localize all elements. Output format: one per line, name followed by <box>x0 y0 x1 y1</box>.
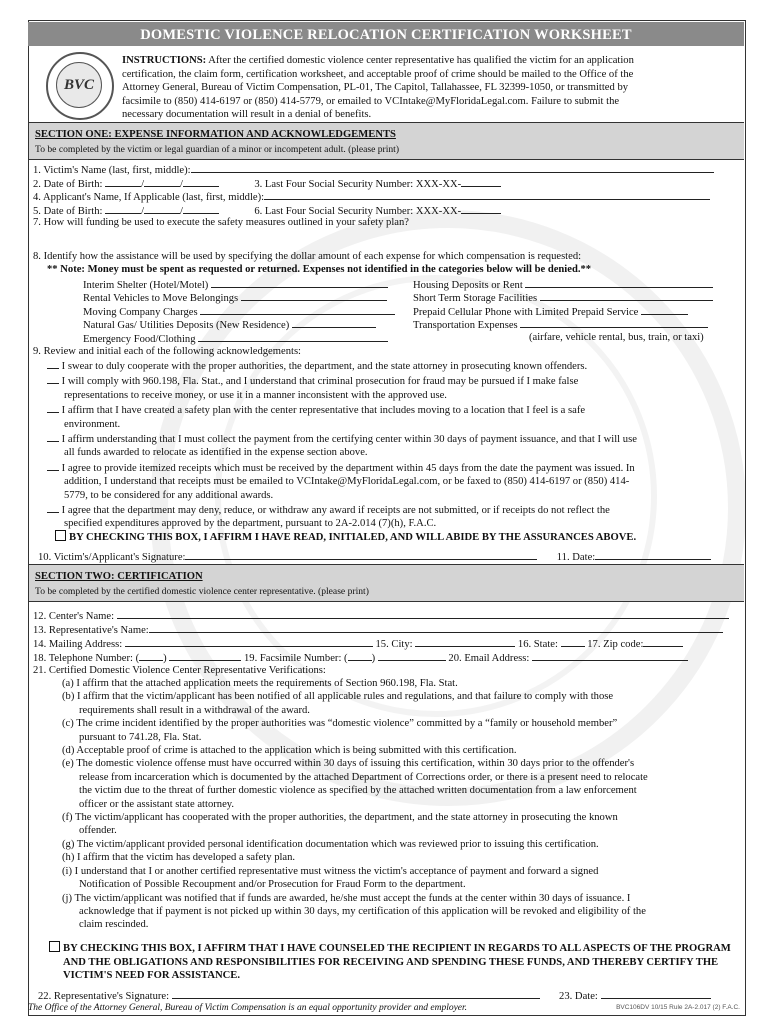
instructions-line-5: necessary documentation will result in a denial of benefits. <box>122 109 372 121</box>
victim-name-field[interactable] <box>191 162 714 173</box>
form-title: DOMESTIC VIOLENCE RELOCATION CERTIFICATION WORKSHEET <box>28 22 744 46</box>
verification-d: (d) Acceptable proof of crime is attached to the application which is being submitted with this certification. <box>62 745 517 757</box>
verification-g: (g) The victim/applicant provided personal identification documentation which was reviewed prior to issuing this certification. <box>62 838 599 850</box>
mailing-address-field[interactable] <box>125 636 373 647</box>
ack-collect-payment-initial[interactable] <box>47 431 59 442</box>
dob-label: 2. Date of Birth: <box>33 179 103 190</box>
counsel-text-3: VICTIM'S NEED FOR ASSISTANCE. <box>63 970 240 982</box>
transportation-note: (airfare, vehicle rental, bus, train, or taxi) <box>529 332 704 343</box>
cellular-field[interactable] <box>641 304 688 315</box>
ack-receipts-initial[interactable] <box>47 460 59 471</box>
dob-month-field[interactable] <box>105 176 141 187</box>
applicant-ssn-field[interactable] <box>461 203 501 214</box>
city-label: 15. City: <box>375 639 413 650</box>
victim-signature-row <box>38 549 711 564</box>
applicant-dob-ssn-row: 5. Date of Birth: / / 6. Last Four Social Security Number: XXX-XX- <box>33 203 501 218</box>
instructions-block <box>122 54 722 122</box>
expense-storage: Short Term Storage Facilities <box>413 290 713 305</box>
instructions-line-3: Attorney General, Bureau of Victim Compensation, PL-01, The Capitol, Tallahassee, FL 32399-1050, or transmitted by <box>122 82 629 94</box>
representative-name-field[interactable] <box>149 622 723 633</box>
applicant-name-field[interactable] <box>264 189 710 200</box>
dob-year-field[interactable] <box>183 176 219 187</box>
equal-opportunity-statement: The Office of the Attorney General, Bureau of Victim Compensation is an equal opportunity provider and employer. <box>28 1003 468 1013</box>
affirm-row <box>55 530 636 544</box>
expense-food-clothing: Emergency Food/Clothing <box>83 331 388 346</box>
applicant-name-row <box>33 189 710 204</box>
telephone-label: 18. Telephone Number: ( <box>33 653 140 664</box>
seal-monogram: BVC <box>56 62 102 108</box>
section-two-heading: SECTION TWO: CERTIFICATION <box>35 571 203 582</box>
victim-date-field[interactable] <box>595 549 711 560</box>
fax-area-field[interactable] <box>348 650 372 661</box>
instructions-line-2: certification, the claim form, certification worksheet, and acceptable proof of crime should be mailed to the Office of the <box>122 68 634 80</box>
center-name-label: 12. Center's Name: <box>33 611 115 622</box>
ack-comply-initial[interactable] <box>47 373 59 384</box>
counsel-text-2: AND THE OBLIGATIONS AND RESPONSIBILITIES FOR RECEIVING AND SPENDING THESE FUNDS, AND THEREBY CERTIFY THE <box>63 956 719 968</box>
verification-list: (a) I affirm that the attached application meets the requirements of Section 960.198, Fla. Stat. (b) I affirm that the victim/applicant has been notified of all applicable rules and regulations, and that failure to comply with those requirements shall result in a withdrawal of the award. (c) The crime incident identified by the proper authorities was “domestic violence” committed by a “family or household member” pursuant to 741.28, Fla. Stat. (d) Acceptable proof of crime is attached to the application which is being submitted with this certification. (e) The domestic violence offense must have occurred within 30 days of issuing this certification, within 30 days prior to the offender's release from incarceration which is documented by the attached Department of Corrections order, or there is a present need to relocate the victim due to the threat of further domestic violence as specified by the attached written documentation from a law enforcement officer or the assistant state attorney. (f) The victim/applicant has cooperated with the proper authorities, the department, and the state attorney in prosecuting the known offender. (g) The victim/applicant provided personal identification documentation which was reviewed prior to issuing this certification. (h) I affirm that the victim has developed a safety plan. (i) I understand that I or another certified representative must witness the victim's acceptance of payment and forward a signed Notification of Possible Recoupment and/or Prosecution for Fraud Form to the department. (j) The victim/applicant was notified that if funds are awarded, he/she must accept the funds at the center within 30 days of issuance. I acknowledge that if payment is not picked up within 30 days, my certification of this application will be revoked and eligibility of the claim rescinded. <box>62 677 742 932</box>
email-label: 20. Email Address: <box>448 653 530 664</box>
victim-signature-field[interactable] <box>185 549 537 560</box>
verification-j: (j) The victim/applicant was notified that if funds are awarded, he/she must accept the funds at the center within 30 days of issuance. I <box>62 892 631 904</box>
counsel-text-1: BY CHECKING THIS BOX, I AFFIRM THAT I HAVE COUNSELED THE RECIPIENT IN REGARDS TO ALL ASPECTS OF THE PROGRAM <box>63 943 731 954</box>
expense-housing-deposits: Housing Deposits or Rent <box>413 277 713 292</box>
representative-signature-label: 22. Representative's Signature: <box>38 991 170 1002</box>
affirm-text: BY CHECKING THIS BOX, I AFFIRM I HAVE READ, INITIALED, AND WILL ABIDE BY THE ASSURANCES ABOVE. <box>69 532 637 543</box>
affirm-checkbox[interactable] <box>55 530 66 541</box>
contact-row: 18. Telephone Number: ( ) 19. Facsimile Number: ( ) 20. Email Address: <box>33 650 688 665</box>
ack-deny-award-initial[interactable] <box>47 502 59 513</box>
expense-cellular: Prepaid Cellular Phone with Limited Prepaid Service <box>413 304 688 319</box>
attorney-general-seal <box>46 52 114 120</box>
interim-shelter-field[interactable] <box>211 277 388 288</box>
applicant-dob-day-field[interactable] <box>144 203 180 214</box>
ack-comply: I will comply with 960.198, Fla. Stat., and I understand that criminal prosecution for fraud may be pursued if I make false <box>47 373 737 388</box>
state-label: 16. State: <box>517 639 558 650</box>
verification-h: (h) I affirm that the victim has developed a safety plan. <box>62 852 296 864</box>
ack-cooperate-initial[interactable] <box>47 358 59 369</box>
counsel-block <box>49 941 739 983</box>
housing-deposits-field[interactable] <box>525 277 713 288</box>
ssn-label: 3. Last Four Social Security Number: XXX-XX- <box>254 179 462 190</box>
representative-name-row <box>33 622 723 637</box>
verification-c: (c) The crime incident identified by the proper authorities was “domestic violence” committed by a “family or household member” <box>62 718 618 730</box>
telephone-area-field[interactable] <box>139 650 163 661</box>
ack-receipts: I agree to provide itemized receipts which must be received by the department within 45 days from the date the payment was issued. In <box>47 460 737 475</box>
ack-safety-plan: I affirm that I have created a safety plan with the center representative that includes moving to a location that I feel is a safe <box>47 402 737 417</box>
representative-name-label: 13. Representative's Name: <box>33 625 149 636</box>
food-clothing-field[interactable] <box>198 331 388 342</box>
expense-rental-vehicles: Rental Vehicles to Move Belongings <box>83 290 387 305</box>
ack-collect-payment: I affirm understanding that I must collect the payment from the certifying center within 30 days of payment issuance, and that I will use <box>47 431 737 446</box>
center-name-row <box>33 608 729 623</box>
verification-a: (a) I affirm that the attached application meets the requirements of Section 960.198, Fla. Stat. <box>62 678 458 689</box>
zip-field[interactable] <box>643 636 683 647</box>
acknowledgement-list: I swear to duly cooperate with the proper authorities, the department, and the state attorney in prosecuting known offenders. I will comply with 960.198, Fla. Stat., and I understand that criminal prosecution for fraud may be pursued if I make false representations to receive money, or use it in a manner inconsistent with the approved use. I affirm that I have created a safety plan with the center representative that includes moving to a location that I feel is a safe environment. I affirm understanding that I must collect the payment from the certifying center within 30 days of payment issuance, and that I will use all funds awarded to relocate as identified in the expense section above. I agree to provide itemized receipts which must be received by the department within 45 days from the date the payment was issued. In addition, I understand that receipts must be emailed to VCIntake@MyFloridaLegal.com, or be faxed to (850) 414-6197 or (850) 414- 5779, to be considered for any additional awards. I agree that the department may deny, reduce, or withdraw any award if receipts are not submitted, or if receipts do not reflect the specified expenditures approved by the department, pursuant to 2A-2.014 (7)(h), F.A.C. <box>47 358 737 531</box>
representative-signature-row <box>38 988 711 1003</box>
applicant-name-label: 4. Applicant's Name, If Applicable (last, first, middle): <box>33 192 265 203</box>
applicant-ssn-label: 6. Last Four Social Security Number: XXX-XX- <box>254 206 462 217</box>
rental-vehicles-field[interactable] <box>241 290 387 301</box>
ssn-field[interactable] <box>461 176 501 187</box>
verification-f: (f) The victim/applicant has cooperated with the proper authorities, the department, and the state attorney in prosecuting the known <box>62 812 618 824</box>
victim-signature-label: 10. Victim's/Applicant's Signature: <box>38 552 186 563</box>
counsel-checkbox[interactable] <box>49 941 60 952</box>
expense-utilities: Natural Gas/ Utilities Deposits (New Residence) <box>83 317 376 332</box>
representative-signature-field[interactable] <box>172 988 540 999</box>
verification-b: (b) I affirm that the victim/applicant has been notified of all applicable rules and regulations, and that failure to comply with those <box>62 691 614 703</box>
zip-label: 17. Zip code: <box>587 639 644 650</box>
section-two-header <box>29 564 744 602</box>
instructions-line-4: facsimile to (850) 414-6197 or (850) 414-5779, or emailed to VCIntake@MyFloridaLegal.com. Failure to submit the <box>122 95 620 107</box>
expense-interim-shelter: Interim Shelter (Hotel/Motel) <box>83 277 388 292</box>
dob-day-field[interactable] <box>144 176 180 187</box>
representative-date-field[interactable] <box>601 988 711 999</box>
applicant-dob-year-field[interactable] <box>183 203 219 214</box>
safety-plan-question: 7. How will funding be used to execute the safety measures outlined in your safety plan? <box>33 217 409 228</box>
expense-question: 8. Identify how the assistance will be used by specifying the dollar amount of each expense for which compensation is requested: <box>33 251 582 262</box>
applicant-dob-month-field[interactable] <box>105 203 141 214</box>
section-one-heading: SECTION ONE: EXPENSE INFORMATION AND ACKNOWLEDGEMENTS <box>35 129 396 140</box>
victim-name-row <box>33 162 714 177</box>
ack-cooperate: I swear to duly cooperate with the proper authorities, the department, and the state attorney in prosecuting known offenders. <box>47 358 737 373</box>
state-field[interactable] <box>561 636 585 647</box>
expense-transportation: Transportation Expenses <box>413 317 708 332</box>
moving-company-field[interactable] <box>200 304 395 315</box>
instructions-label: INSTRUCTIONS: <box>122 55 207 66</box>
email-field[interactable] <box>532 650 688 661</box>
expense-note: ** Note: Money must be spent as requested or returned. Expenses not identified in the categories below will be denied.** <box>47 264 592 275</box>
ack-safety-plan-initial[interactable] <box>47 402 59 413</box>
representative-date-label: 23. Date: <box>559 991 598 1002</box>
center-name-field[interactable] <box>117 608 729 619</box>
section-one-header <box>29 122 744 160</box>
telephone-field[interactable] <box>169 650 241 661</box>
verification-e: (e) The domestic violence offense must have occurred within 30 days of issuing this certification, within 30 days prior to the offender's <box>62 758 635 770</box>
utilities-field[interactable] <box>292 317 376 328</box>
form-code: BVC106DV 10/15 Rule 2A-2.017 (2) F.A.C. <box>616 1004 740 1011</box>
section-two-subheading: To be completed by the certified domestic violence center representative. (please print) <box>35 586 369 597</box>
verification-i: (i) I understand that I or another certified representative must witness the victim's acceptance of payment and forward a signed <box>62 865 599 877</box>
transportation-field[interactable] <box>520 317 708 328</box>
ack-deny-award: I agree that the department may deny, reduce, or withdraw any award if receipts are not submitted, or if receipts do not reflect the <box>47 502 737 517</box>
applicant-dob-label: 5. Date of Birth: <box>33 206 103 217</box>
storage-field[interactable] <box>540 290 713 301</box>
instructions-line-1: After the certified domestic violence center representative has qualified the victim for an application <box>208 55 634 66</box>
victim-date-label: 11. Date: <box>556 552 596 563</box>
expense-moving-company: Moving Company Charges <box>83 304 395 319</box>
address-row <box>33 636 683 651</box>
section-one-subheading: To be completed by the victim or legal guardian of a minor or incompetent adult. (please print) <box>35 144 400 155</box>
fax-field[interactable] <box>378 650 446 661</box>
verifications-heading: 21. Certified Domestic Violence Center Representative Verifications: <box>33 665 326 676</box>
victim-name-label: 1. Victim's Name (last, first, middle): <box>33 165 191 176</box>
mailing-address-label: 14. Mailing Address: <box>33 639 123 650</box>
dob-ssn-row: 2. Date of Birth: / / 3. Last Four Social Security Number: XXX-XX- <box>33 176 501 191</box>
city-field[interactable] <box>415 636 515 647</box>
fax-label: 19. Facsimile Number: ( <box>244 653 348 664</box>
acknowledgements-heading: 9. Review and initial each of the following acknowledgements: <box>33 346 302 357</box>
